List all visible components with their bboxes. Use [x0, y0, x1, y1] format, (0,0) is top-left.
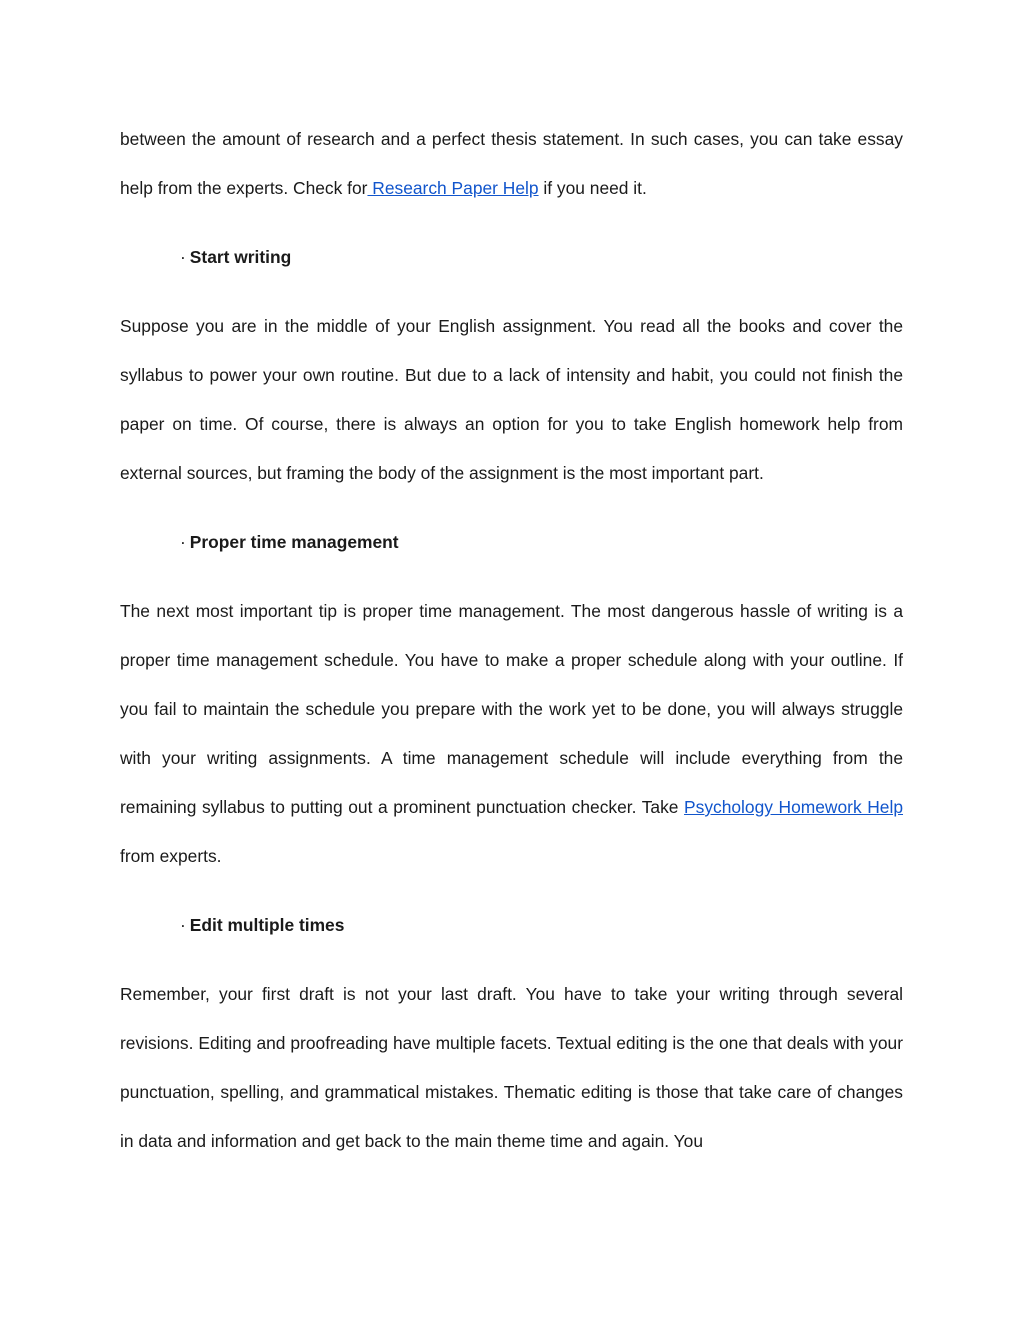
bullet-dot-icon: ·	[180, 532, 186, 552]
heading-label: Start writing	[189, 247, 292, 267]
heading-label: Proper time management	[189, 532, 399, 552]
paragraph-text: if you need it.	[538, 178, 647, 198]
bullet-dot-icon: ·	[180, 915, 186, 935]
heading-edit-multiple-times	[180, 901, 903, 950]
paragraph-text: The next most important tip is proper time management. The most dangerous hassle of writing is a proper time management schedule. You have to make a proper schedule along with your outline. If you fail to maintain the schedule you prepare with the work yet to be done, you will always struggle with your writing assignments. A time management schedule will include everything from the remaining syllabus to putting out a prominent punctuation checker. Take	[120, 601, 903, 817]
heading-start-writing	[180, 233, 903, 282]
bullet-dot-icon: ·	[180, 247, 186, 267]
paragraph-text: Suppose you are in the middle of your English assignment. You read all the books and cover the syllabus to power your own routine. But due to a lack of intensity and habit, you could not finish the paper on time. Of course, there is always an option for you to take English homework help from external sources, but framing the body of the assignment is the most important part.	[120, 316, 903, 483]
heading-label: Edit multiple times	[189, 915, 345, 935]
paragraph-intro	[120, 115, 903, 213]
heading-time-management	[180, 518, 903, 567]
paragraph-start-writing	[120, 302, 903, 498]
paragraph-text: between the amount of research and a perfect thesis statement. In such cases, you can take essay help from the experts. Check for	[120, 129, 903, 198]
paragraph-text: Remember, your first draft is not your last draft. You have to take your writing through several revisions. Editing and proofreading have multiple facets. Textual editing is the one that deals with your punctuation, spelling, and grammatical mistakes. Thematic editing is those that take care of changes in data and information and get back to the main theme time and again. You	[120, 984, 903, 1151]
document-body	[120, 115, 903, 1166]
paragraph-text: from experts.	[120, 846, 222, 866]
paragraph-time-management	[120, 587, 903, 881]
paragraph-edit-multiple-times	[120, 970, 903, 1166]
research-paper-help-link[interactable]: Research Paper Help	[367, 178, 539, 198]
psychology-homework-help-link[interactable]: Psychology Homework Help	[684, 797, 903, 817]
